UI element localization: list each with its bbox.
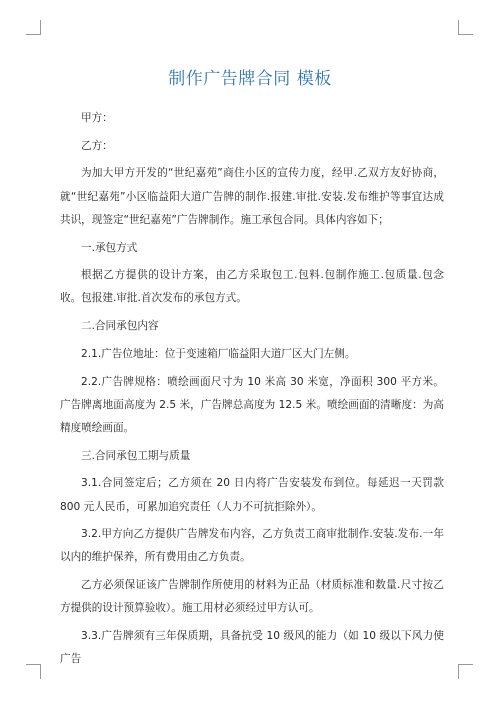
section-heading-2: 二.合同承包内容: [81, 320, 159, 333]
clause-3-2: 3.2.甲方向乙方提供广告牌发布内容，乙方负责工商审批制作.安装.发布.一年以内的维护保养，所有费用由乙方负责。: [60, 528, 444, 564]
party-b-line: 乙方：: [81, 139, 113, 152]
intro-paragraph: 为加大甲方开发的“世纪嘉苑”商住小区的宣传力度，经甲.乙双方友好协商，就“世纪嘉苑”小区临益阳大道广告牌的制作.报建.审批.安装.发布维护等事宜达成共识，现签定“世纪嘉苑”广告牌制作。施工承包合同。具体内容如下；: [60, 167, 444, 226]
crop-mark-top-right: [458, 20, 473, 35]
document-body: [60, 107, 444, 676]
clause-3-3: 3.3.广告牌须有三年保质期，具备抗受 10 级风的能力（如 10 级以下风力使广告: [60, 630, 444, 666]
section-heading-1: 一.承包方式: [81, 241, 138, 254]
clause-2-1: 2.1.广告位地址：位于变速箱厂临益阳大道厂区大门左侧。: [81, 347, 356, 360]
section-1-paragraph: 根据乙方提供的设计方案，由乙方采取包工.包料.包制作施工.包质量.包念收。包报建.审批.首次发布的承包方式。: [60, 269, 444, 305]
crop-mark-top-left: [26, 20, 41, 35]
section-heading-3: 三.合同承包工期与质量: [81, 449, 191, 462]
crop-mark-bottom-left: [26, 664, 41, 679]
document-title: 制作广告牌合同 模板: [168, 69, 332, 89]
materials-paragraph: 乙方必须保证该广告牌制作所使用的材料为正品（材质标准和数量.尺寸按乙方提供的设计预算验收）。施工用材必须经过甲方认可。: [60, 579, 444, 615]
crop-mark-bottom-right: [458, 664, 473, 679]
party-a-line: 甲方：: [81, 112, 113, 124]
clause-3-1: 3.1.合同签定后；乙方须在 20 日内将广告安装发布到位。每延迟一天罚款 800 元人民币，可累加追究责任（人力不可抗拒除外）。: [60, 477, 444, 513]
clause-2-2: 2.2.广告牌规格：喷绘画面尺寸为 10 米高 30 米宽，净面积 300 平方米。广告牌离地面高度为 2.5 米，广告牌总高度为 12.5 米。喷绘画面的清晰度：为高精度喷绘画面。: [60, 375, 444, 434]
